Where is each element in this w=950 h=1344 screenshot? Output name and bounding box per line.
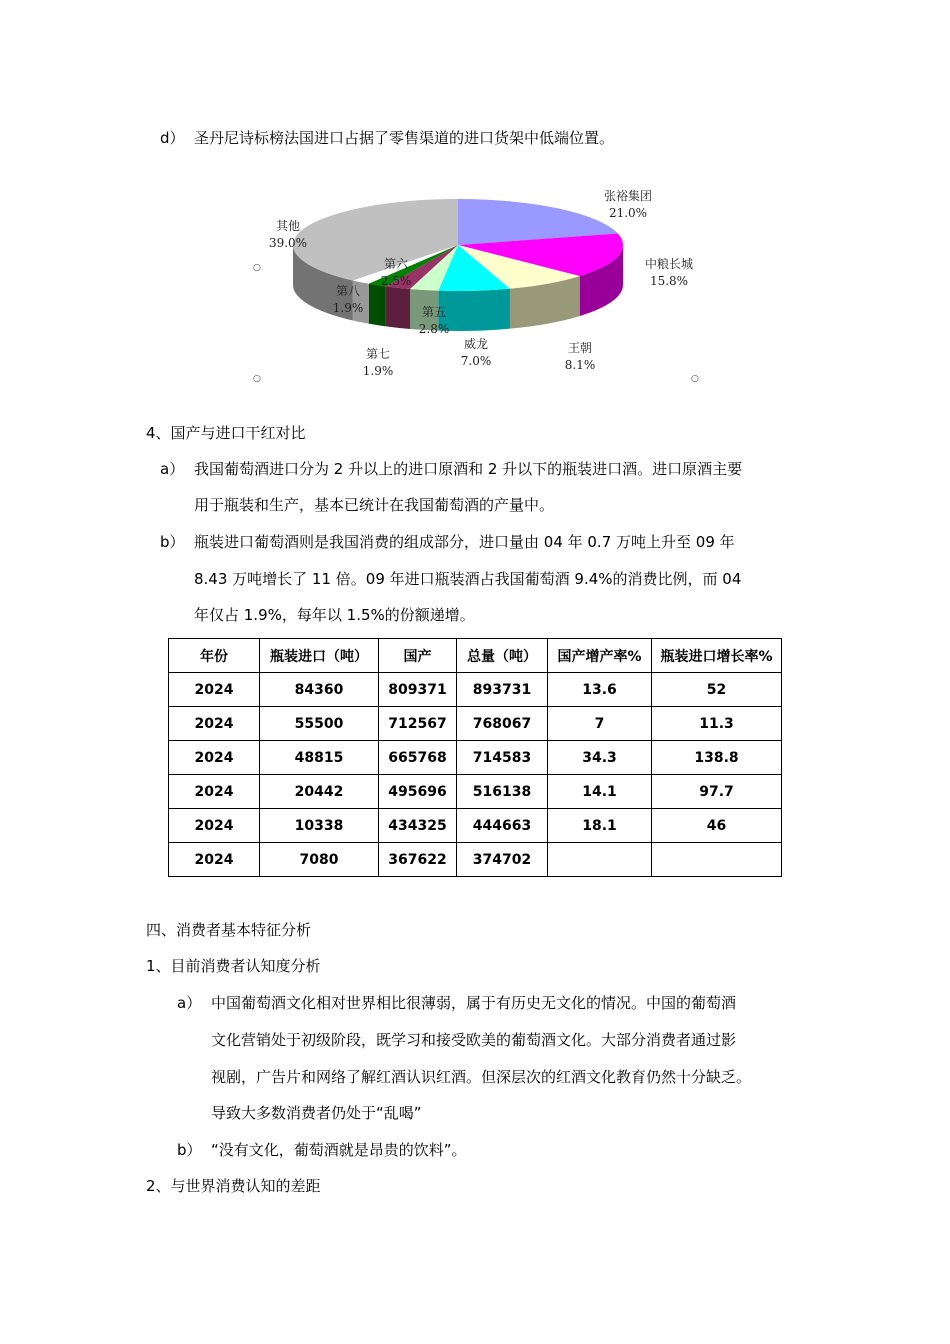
- cog-a-line: 文化营销处于初级阶段，既学习和接受欧美的葡萄酒文化。大部分消费者通过影: [211, 1031, 737, 1049]
- separator-mark: ○: [253, 374, 261, 384]
- table-cell: 20442: [260, 775, 379, 809]
- para-a-line: 用于瓶装和生产，基本已统计在我国葡萄酒的产量中。: [194, 496, 555, 514]
- table-cell: 2024: [169, 843, 260, 877]
- table-cell: 14.1: [548, 775, 652, 809]
- cog-a-marker: a）: [177, 994, 202, 1012]
- table-cell: 2024: [169, 809, 260, 843]
- table-header-cell: 国产: [379, 639, 457, 673]
- table-cell: 84360: [260, 673, 379, 707]
- table-cell: 809371: [379, 673, 457, 707]
- table-cell: 10338: [260, 809, 379, 843]
- pie-slice-side: [369, 284, 386, 327]
- item-d-text: 圣丹尼诗标榜法国进口占据了零售渠道的进口货架中低端位置。: [194, 129, 615, 147]
- table-header-cell: 总量（吨）: [457, 639, 548, 673]
- table-cell: 374702: [457, 843, 548, 877]
- table-cell: 768067: [457, 707, 548, 741]
- table-header-cell: 瓶装进口增长率%: [652, 639, 782, 673]
- table-cell: 55500: [260, 707, 379, 741]
- subsection-2-title: 2、与世界消费认知的差距: [146, 1177, 321, 1195]
- table-row: [169, 775, 782, 809]
- subsection-1-title: 1、目前消费者认知度分析: [146, 957, 321, 975]
- para-b-marker: b）: [160, 533, 185, 551]
- table-row: [169, 673, 782, 707]
- table-cell: 7080: [260, 843, 379, 877]
- table-row: [169, 741, 782, 775]
- table-cell: 18.1: [548, 809, 652, 843]
- table-cell: 712567: [379, 707, 457, 741]
- cog-a-line: 导致大多数消费者仍处于“乱喝”: [211, 1104, 422, 1122]
- pie-label: 第八 1.9%: [332, 284, 364, 315]
- table-cell: 7: [548, 707, 652, 741]
- pie-label: 张裕集团 21.0%: [603, 189, 653, 220]
- table-cell: 2024: [169, 707, 260, 741]
- table-cell: 893731: [457, 673, 548, 707]
- pie-label: 第七 1.9%: [362, 347, 394, 378]
- table-header-cell: 年份: [169, 639, 260, 673]
- cog-a-line: 中国葡萄酒文化相对世界相比很薄弱，属于有历史无文化的情况。中国的葡萄酒: [211, 994, 737, 1012]
- pie-label: 王朝 8.1%: [564, 341, 596, 372]
- import-comparison-table: [168, 638, 782, 877]
- separator-mark: ○: [253, 263, 261, 273]
- table-cell: 714583: [457, 741, 548, 775]
- pie-label: 第五 2.8%: [418, 305, 450, 336]
- section-4-title: 4、国产与进口干红对比: [146, 424, 306, 442]
- table-header-cell: 瓶装进口（吨）: [260, 639, 379, 673]
- table-cell: 52: [652, 673, 782, 707]
- pie-label: 威龙 7.0%: [460, 337, 492, 368]
- para-b-line: 年仅占 1.9%，每年以 1.5%的份额递增。: [194, 606, 475, 624]
- market-share-pie-chart: [248, 160, 708, 385]
- table-row: [169, 843, 782, 877]
- table-cell: 13.6: [548, 673, 652, 707]
- pie-slice-side: [386, 286, 410, 329]
- table-cell: 516138: [457, 775, 548, 809]
- table-cell: 46: [652, 809, 782, 843]
- table-cell: 48815: [260, 741, 379, 775]
- separator-mark: ○: [691, 374, 699, 384]
- cog-b-text: “没有文化，葡萄酒就是昂贵的饮料”。: [211, 1141, 467, 1159]
- item-d-marker: d）: [160, 129, 185, 147]
- table-row: [169, 707, 782, 741]
- pie-label: 中粮长城 15.8%: [644, 257, 694, 288]
- table-header-row: [169, 639, 782, 673]
- para-a-line: 我国葡萄酒进口分为 2 升以上的进口原酒和 2 升以下的瓶装进口酒。进口原酒主要: [194, 460, 743, 478]
- table-cell: 34.3: [548, 741, 652, 775]
- para-b-line: 8.43 万吨增长了 11 倍。09 年进口瓶装酒占我国葡萄酒 9.4%的消费比例，而 04: [194, 570, 742, 588]
- table-cell: [548, 843, 652, 877]
- table-cell: [652, 843, 782, 877]
- table-cell: 444663: [457, 809, 548, 843]
- table-header-cell: 国产增产率%: [548, 639, 652, 673]
- table-cell: 97.7: [652, 775, 782, 809]
- table-cell: 495696: [379, 775, 457, 809]
- pie-label: 其他 39.0%: [268, 219, 308, 250]
- table-cell: 665768: [379, 741, 457, 775]
- table-cell: 2024: [169, 741, 260, 775]
- para-b-line: 瓶装进口葡萄酒则是我国消费的组成部分，进口量由 04 年 0.7 万吨上升至 09 年: [194, 533, 735, 551]
- table-cell: 138.8: [652, 741, 782, 775]
- table-cell: 367622: [379, 843, 457, 877]
- section-four-title: 四、消费者基本特征分析: [146, 921, 312, 939]
- pie-label: 第六 2.5%: [380, 257, 412, 288]
- table-cell: 11.3: [652, 707, 782, 741]
- table-cell: 434325: [379, 809, 457, 843]
- para-a-marker: a）: [160, 460, 185, 478]
- cog-a-line: 视剧，广告片和网络了解红酒认识红酒。但深层次的红酒文化教育仍然十分缺乏。: [211, 1068, 752, 1086]
- table-cell: 2024: [169, 775, 260, 809]
- table-row: [169, 809, 782, 843]
- cog-b-marker: b）: [177, 1141, 202, 1159]
- table-cell: 2024: [169, 673, 260, 707]
